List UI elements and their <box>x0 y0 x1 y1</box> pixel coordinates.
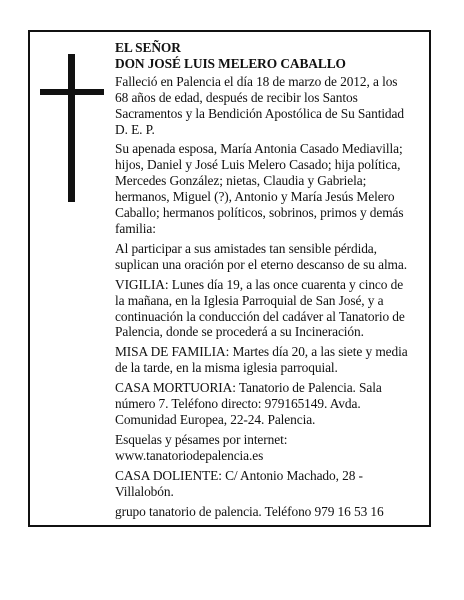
cross-vertical-bar <box>68 54 75 202</box>
online-condolences <box>115 432 427 464</box>
text-line: Comunidad Europea, 22-24. Palencia. <box>115 411 316 427</box>
text-line: 68 años de edad, después de recibir los Santos <box>115 89 358 105</box>
family-list <box>115 141 427 236</box>
mourning-home-info <box>115 468 427 500</box>
text-line: Su apenada esposa, María Antonia Casado Mediavilla; <box>115 141 403 157</box>
text-line: Palencia, donde se procederá a su Incineración. <box>115 324 364 340</box>
text-line: Caballo; hermanos políticos, sobrinos, primos y demás <box>115 205 404 221</box>
text-line: Sacramentos y la Bendición Apostólica de Su Santidad <box>115 105 404 121</box>
text-line: Falleció en Palencia el día 18 de marzo de 2012, a los <box>115 73 398 89</box>
text-line: grupo tanatorio de palencia. Teléfono 979 16 53 16 <box>115 504 384 520</box>
text-line: Mercedes González; nietas, Claudia y Gabriela; <box>115 173 367 189</box>
vigil-info <box>115 277 427 341</box>
text-line: Villalobón. <box>115 483 174 499</box>
cross-horizontal-bar <box>40 89 104 95</box>
text-line: suplican una oración por el eterno descanso de su alma. <box>115 256 407 272</box>
text-line: continuación la conducción del cadáver al Tanatorio de <box>115 308 405 324</box>
family-mass-info <box>115 344 427 376</box>
website-text: www.tanatoriodepalencia.es <box>115 447 264 463</box>
deceased-name: DON JOSÉ LUIS MELERO CABALLO <box>115 55 346 71</box>
text-line: CASA DOLIENTE: C/ Antonio Machado, 28 - <box>115 467 363 483</box>
text-line: Esquelas y pésames por internet: <box>115 431 288 447</box>
text-line: de la tarde, en la misma iglesia parroquial. <box>115 360 338 376</box>
text-line: hermanos, Miguel (?), Antonio y María Jesús Melero <box>115 189 395 205</box>
death-announcement <box>115 74 427 138</box>
text-line: familia: <box>115 220 156 236</box>
text-line: hijos, Daniel y José Luis Melero Casado; hija política, <box>115 157 401 173</box>
notice-text <box>115 40 427 520</box>
text-line: CASA MORTUORIA: Tanatorio de Palencia. Sala <box>115 380 382 396</box>
text-line: D. E. P. <box>115 121 155 137</box>
text-line: la mañana, en la Iglesia Parroquial de San José, y a <box>115 292 384 308</box>
funeral-home-info <box>115 380 427 428</box>
obituary-notice <box>28 30 431 527</box>
heading-title: EL SEÑOR <box>115 40 181 55</box>
text-line: Al participar a sus amistades tan sensible pérdida, <box>115 240 377 256</box>
text-line: MISA DE FAMILIA: Martes día 20, a las siete y media <box>115 344 408 360</box>
text-line: VIGILIA: Lunes día 19, a las once cuarenta y cinco de <box>115 276 404 292</box>
cross-icon <box>40 54 104 202</box>
prayer-request <box>115 241 427 273</box>
funeral-group-contact <box>115 504 427 520</box>
text-line: número 7. Teléfono directo: 979165149. Avda. <box>115 396 361 412</box>
